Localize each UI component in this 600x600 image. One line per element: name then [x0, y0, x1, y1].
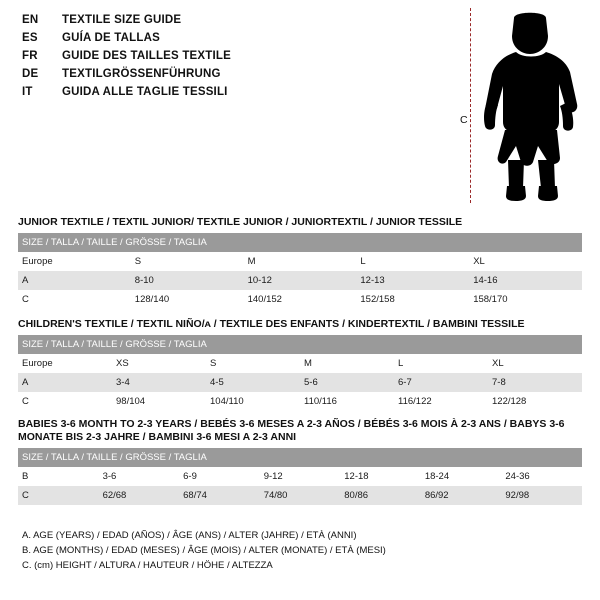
cell: 140/152	[244, 290, 357, 309]
header-title-es: GUÍA DE TALLAS	[62, 32, 160, 44]
cell: 104/110	[206, 392, 300, 411]
table-row	[18, 392, 582, 411]
table-row	[18, 486, 582, 505]
cell: 92/98	[501, 486, 582, 505]
cell: 10-12	[244, 271, 357, 290]
cell: 152/158	[356, 290, 469, 309]
cell: 4-5	[206, 373, 300, 392]
table-row	[18, 252, 582, 271]
language-code-es: ES	[22, 32, 38, 44]
legend-item-b: B. AGE (MONTHS) / EDAD (MESES) / ÂGE (MOIS) / ALTER (MONATE) / ETÀ (MESI)	[22, 545, 386, 556]
section-title-children: CHILDREN'S TEXTILE / TEXTIL NIÑO/ᴀ / TEXTILE DES ENFANTS / KINDERTEXTIL / BAMBINI TESSILE	[18, 318, 525, 330]
row-label: A	[18, 373, 112, 392]
table-children	[18, 335, 582, 411]
cell: 18-24	[421, 467, 502, 486]
cell: XS	[112, 354, 206, 373]
cell: M	[244, 252, 357, 271]
header-row-it	[22, 86, 422, 104]
table-row	[18, 354, 582, 373]
table-row	[18, 467, 582, 486]
cell: 12-18	[340, 467, 421, 486]
table-header-label-junior: SIZE / TALLA / TAILLE / GRÖSSE / TAGLIA	[18, 233, 582, 252]
header-title-de: TEXTILGRÖSSENFÜHRUNG	[62, 68, 221, 80]
cell: 158/170	[469, 290, 582, 309]
cell: 98/104	[112, 392, 206, 411]
cell: 74/80	[260, 486, 341, 505]
table-header-label-babies: SIZE / TALLA / TAILLE / GRÖSSE / TAGLIA	[18, 448, 582, 467]
cell: XL	[488, 354, 582, 373]
header-title-it: GUIDA ALLE TAGLIE TESSILI	[62, 86, 228, 98]
cell: 9-12	[260, 467, 341, 486]
table-header-row	[18, 335, 582, 354]
header-row-es	[22, 32, 422, 50]
cell: M	[300, 354, 394, 373]
row-label: A	[18, 271, 131, 290]
cell: 68/74	[179, 486, 260, 505]
measure-label-c: C	[460, 114, 468, 126]
measurement-figure	[440, 8, 590, 203]
cell: S	[131, 252, 244, 271]
cell: 110/116	[300, 392, 394, 411]
language-header	[22, 14, 422, 104]
cell: 7-8	[488, 373, 582, 392]
cell: 3-4	[112, 373, 206, 392]
cell: 14-16	[469, 271, 582, 290]
row-label: C	[18, 392, 112, 411]
cell: 12-13	[356, 271, 469, 290]
header-row-fr	[22, 50, 422, 68]
header-title-en: TEXTILE SIZE GUIDE	[62, 14, 182, 26]
row-label: C	[18, 486, 99, 505]
table-header-row	[18, 233, 582, 252]
header-row-de	[22, 68, 422, 86]
table-row	[18, 290, 582, 309]
cell: 5-6	[300, 373, 394, 392]
cell: 62/68	[99, 486, 180, 505]
table-babies	[18, 448, 582, 505]
table-row	[18, 271, 582, 290]
cell: 128/140	[131, 290, 244, 309]
table-row	[18, 373, 582, 392]
toddler-silhouette-icon	[476, 12, 586, 202]
cell: 116/122	[394, 392, 488, 411]
language-code-en: EN	[22, 14, 39, 26]
cell: 24-36	[501, 467, 582, 486]
cell: 122/128	[488, 392, 582, 411]
cell: L	[356, 252, 469, 271]
legend-item-c: C. (cm) HEIGHT / ALTURA / HAUTEUR / HÖHE / ALTEZZA	[22, 560, 273, 571]
cell: 3-6	[99, 467, 180, 486]
language-code-it: IT	[22, 86, 33, 98]
cell: 6-7	[394, 373, 488, 392]
cell: S	[206, 354, 300, 373]
section-babies	[18, 418, 582, 505]
section-title-junior: JUNIOR TEXTILE / TEXTIL JUNIOR/ TEXTILE JUNIOR / JUNIORTEXTIL / JUNIOR TESSILE	[18, 216, 463, 228]
row-label: Europe	[18, 252, 131, 271]
row-label: C	[18, 290, 131, 309]
language-code-fr: FR	[22, 50, 38, 62]
table-junior	[18, 233, 582, 309]
legend	[22, 528, 542, 573]
table-header-row	[18, 448, 582, 467]
row-label: B	[18, 467, 99, 486]
section-children	[18, 318, 582, 411]
table-header-label-children: SIZE / TALLA / TAILLE / GRÖSSE / TAGLIA	[18, 335, 582, 354]
header-row-en	[22, 14, 422, 32]
legend-item-a: A. AGE (YEARS) / EDAD (AÑOS) / ÂGE (ANS) / ALTER (JAHRE) / ETÀ (ANNI)	[22, 530, 357, 541]
cell: L	[394, 354, 488, 373]
section-junior	[18, 216, 582, 309]
cell: 8-10	[131, 271, 244, 290]
section-title-babies: BABIES 3-6 MONTH TO 2-3 YEARS / BEBÉS 3-6 MESES A 2-3 AÑOS / BÉBÉS 3-6 MOIS À 2-3 ANS / BABYS 3-6 MONATE BIS 2-3 JAHRE / BAMBINI 3-6 MESI A 2-3 ANNI	[18, 418, 565, 443]
row-label: Europe	[18, 354, 112, 373]
cell: 80/86	[340, 486, 421, 505]
height-guide-line	[470, 8, 471, 203]
header-title-fr: GUIDE DES TAILLES TEXTILE	[62, 50, 231, 62]
language-code-de: DE	[22, 68, 39, 80]
cell: XL	[469, 252, 582, 271]
cell: 6-9	[179, 467, 260, 486]
cell: 86/92	[421, 486, 502, 505]
